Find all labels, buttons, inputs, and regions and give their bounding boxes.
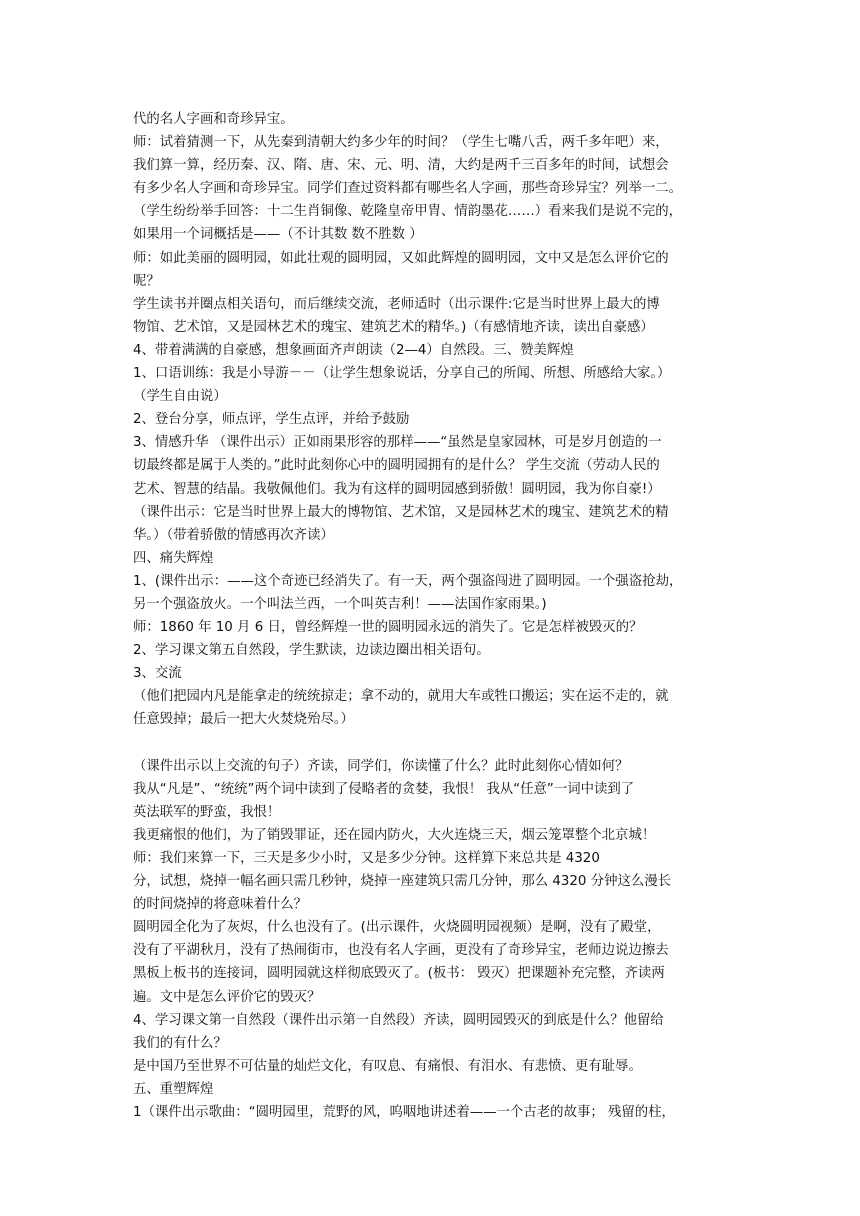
text-line: 我们算一算，经历秦、汉、隋、唐、宋、元、明、清，大约是两千三百多年的时间，试想会 <box>133 158 669 174</box>
text-line: （学生自由说） <box>133 389 227 405</box>
text-line: 师：试着猜测一下，从先秦到清朝大约多少年的时间？（学生七嘴八舌，两千多年吧）来， <box>133 135 669 151</box>
text-line: 师：如此美丽的圆明园，如此壮观的圆明园，又如此辉煌的圆明园，文中又是怎么评价它的 <box>133 250 669 266</box>
text-line: 呢？ <box>133 273 160 289</box>
text-line: 1（课件出示歌曲：“圆明园里，荒野的风，呜咽地讲述着——一个古老的故事； 残留的柱， <box>133 1105 675 1121</box>
text-line: 艺术、智慧的结晶。我敬佩他们。我为有这样的圆明园感到骄傲！圆明园，我为你自豪!） <box>133 481 661 497</box>
text-line: 1、口语训练：我是小导游－－（让学生想象说话，分享自己的所闻、所想、所感给大家。） <box>133 366 671 382</box>
text-line: 物馆、艺术馆，又是园林艺术的瑰宝、建筑艺术的精华。)（有感情地齐读，读出自豪感） <box>133 319 654 335</box>
text-line: 黑板上板书的连接词，圆明园就这样彻底毁灭了。(板书： 毁灭）把课题补充完整，齐读两 <box>133 966 665 982</box>
text-line: 师：1860 年 10 月 6 日，曾经辉煌一世的圆明园永远的消失了。它是怎样被毁灭的？ <box>133 620 643 636</box>
text-line: （学生纷纷举手回答：十二生肖铜像、乾隆皇帝甲胄、情韵墨花……）看来我们是说不完的， <box>133 204 683 220</box>
text-line: 切最终都是属于人类的。”此时此刻你心中的圆明园拥有的是什么？ 学生交流（劳动人民的 <box>133 458 660 474</box>
text-line: （他们把园内凡是能拿走的统统掠走；拿不动的，就用大车或牲口搬运；实在运不走的，就 <box>133 689 669 705</box>
text-line: 是中国乃至世界不可估量的灿烂文化，有叹息、有痛恨、有泪水、有悲愤、更有耻辱。 <box>133 1058 642 1074</box>
text-line: 华。）（带着骄傲的情感再次齐读） <box>133 527 334 543</box>
text-line: 另一个强盗放火。一个叫法兰西，一个叫英吉利！——法国作家雨果。) <box>133 596 547 612</box>
text-line: 有多少名人字画和奇珍异宝。同学们查过资料都有哪些名人字画，那些奇珍异宝？列举一二。 <box>133 181 683 197</box>
text-line: 2、学习课文第五自然段，学生默读，边读边圈出相关语句。 <box>133 643 490 659</box>
text-line: 圆明园全化为了灰烬，什么也没有了。(出示课件，火烧圆明园视频）是啊，没有了殿堂， <box>133 920 661 936</box>
text-line: （课件出示以上交流的句子）齐读，同学们，你读懂了什么？此时此刻你心情如何？ <box>133 758 629 774</box>
text-line: 遍。文中是怎么评价它的毁灭？ <box>133 989 321 1005</box>
text-line: 分，试想，烧掉一幅名画只需几秒钟，烧掉一座建筑只需几分钟，那么 4320 分钟这么漫长 <box>133 874 672 890</box>
text-line: 师：我们来算一下，三天是多少小时，又是多少分钟。这样算下来总共是 4320 <box>133 851 600 866</box>
text-line: 的时间烧掉的将意味着什么？ <box>133 897 308 913</box>
text-line: 如果用一个词概括是——（不计其数 数不胜数 ） <box>133 227 423 243</box>
text-line: 2、登台分享，师点评，学生点评，并给予鼓励 <box>133 412 410 428</box>
text-line: 我更痛恨的他们，为了销毁罪证，还在园内防火，大火连烧三天，烟云笼罩整个北京城！ <box>133 827 656 843</box>
text-line: 3、交流 <box>133 666 182 682</box>
text-line: 4、学习课文第一自然段（课件出示第一自然段）齐读，圆明园毁灭的到底是什么？他留给 <box>133 1012 664 1028</box>
text-line: 3、情感升华 （课件出示）正如雨果形容的那样——“虽然是皇家园林，可是岁月创造的一 <box>133 435 662 451</box>
text-line: 我们的有什么？ <box>133 1035 227 1051</box>
text-line: 代的名人字画和奇珍异宝。 <box>133 112 294 127</box>
text-line: 学生读书并圈点相关语句，而后继续交流，老师适时（出示课件:它是当时世界上最大的博 <box>133 296 660 312</box>
text-line: （课件出示：它是当时世界上最大的博物馆、艺术馆，又是园林艺术的瑰宝、建筑艺术的精 <box>133 504 669 520</box>
text-line <box>133 732 735 755</box>
text-line: 4、带着满满的自豪感，想象画面齐声朗读（2—4）自然段。三、赞美辉煌 <box>133 342 574 358</box>
text-line: 1、(课件出示：——这个奇迹已经消失了。有一天，两个强盗闯进了圆明园。一个强盗抢劫， <box>133 573 683 589</box>
text-line: 没有了平湖秋月，没有了热闹街市，也没有名人字画，更没有了奇珍异宝，老师边说边擦去 <box>133 943 669 959</box>
text-line: 英法联军的野蛮，我恨！ <box>133 804 281 820</box>
text-line: 五、重塑辉煌 <box>133 1081 214 1097</box>
text-line: 我从“凡是”、“统统”两个词中读到了侵略者的贪婪，我恨！ 我从“任意”一词中读到了 <box>133 781 635 797</box>
document-body <box>133 108 735 1124</box>
text-line: 任意毁掉；最后一把大火焚烧殆尽。） <box>133 712 354 728</box>
text-line: 四、痛失辉煌 <box>133 550 214 566</box>
